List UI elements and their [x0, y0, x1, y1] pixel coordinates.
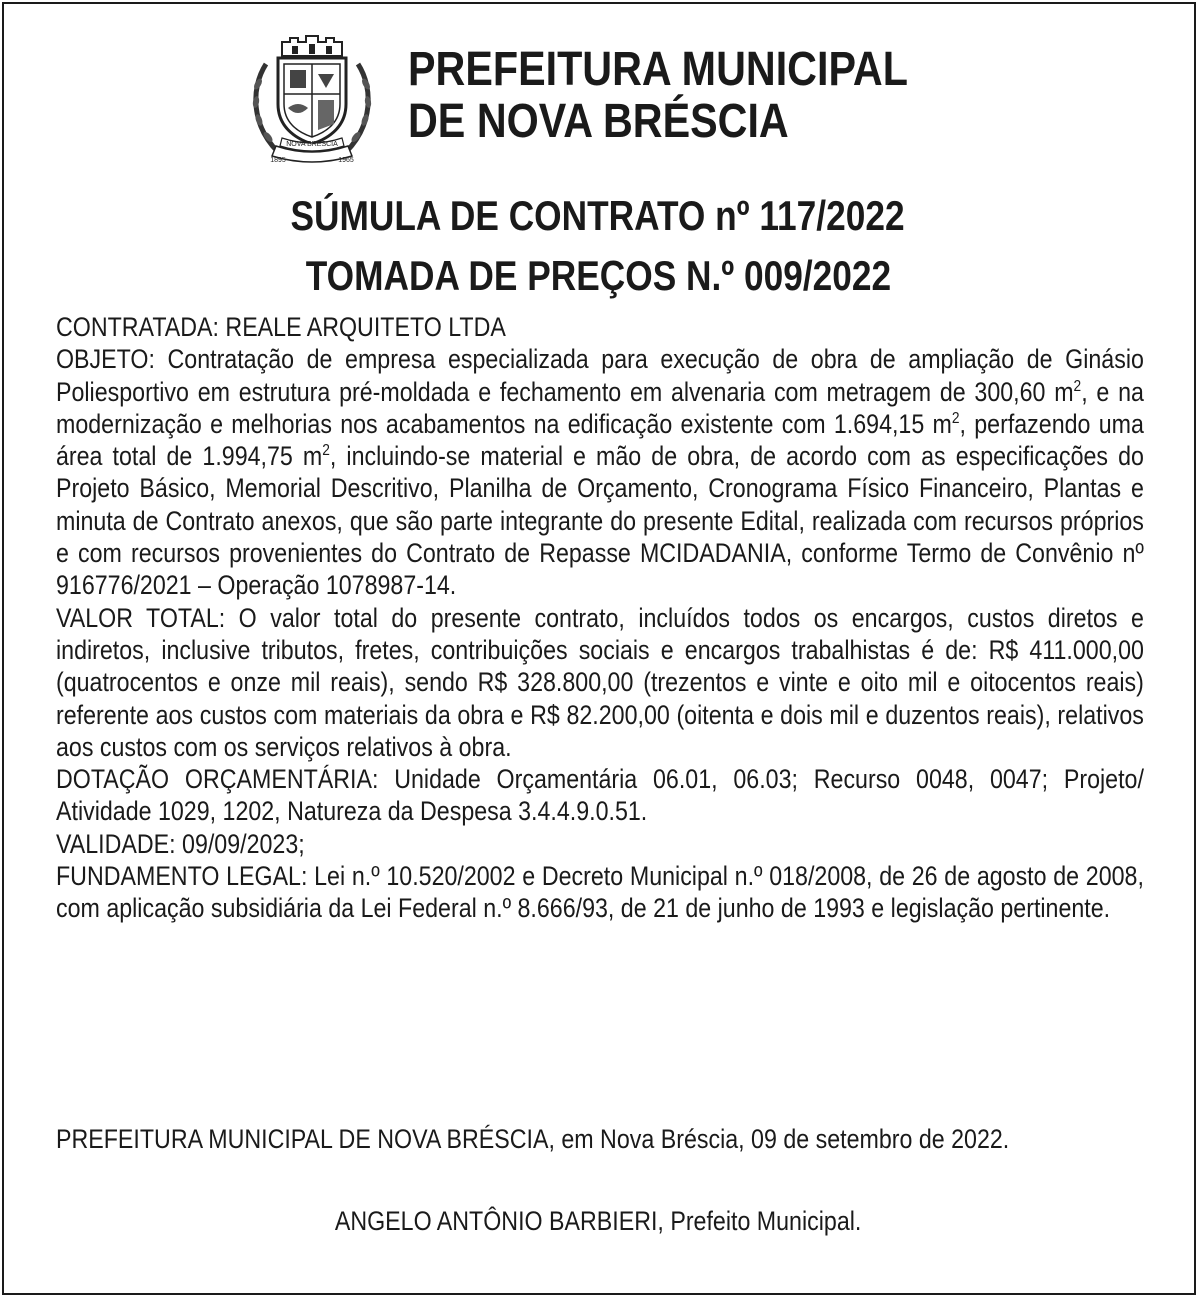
- organization-name-line1: PREFEITURA MUNICIPAL: [408, 43, 908, 96]
- document-subtitle: [0, 252, 1196, 300]
- signature-text: ANGELO ANTÔNIO BARBIERI, Prefeito Municipal.: [334, 1206, 862, 1236]
- municipal-crest-icon: [248, 34, 376, 166]
- objeto-text-1: OBJETO: Contratação de empresa especializada para execução de obra de ampliação de Ginásio Poliesportivo em estrutura pré-moldada e fechamento em alvenaria com metragem de 300,60 m: [56, 344, 1144, 407]
- superscript-2: 2: [951, 409, 960, 427]
- organization-name-line2: DE NOVA BRÉSCIA: [408, 95, 789, 148]
- dotacao-paragraph: DOTAÇÃO ORÇAMENTÁRIA: Unidade Orçamentária 06.01, 06.03; Recurso 0048, 0047; Projeto/ Atividade 1029, 1202, Natureza da Despesa 3.4.4.9.0.51.: [56, 764, 1144, 827]
- document-header: [248, 34, 1008, 174]
- organization-name: [408, 44, 908, 148]
- signature-line: [0, 1206, 1196, 1237]
- objeto-text-2: , e na modernização e melhorias nos acabamentos na edificação existente com 1.694,15 m: [56, 376, 1144, 439]
- superscript-2: 2: [1073, 377, 1082, 395]
- crest-year-left: 1895: [270, 157, 286, 164]
- document-body-content: [56, 311, 1144, 925]
- objeto-text-4: , incluindo-se material e mão de obra, de acordo com as especificações do Projeto Básico, Memorial Descritivo, Planilha de Orçamento, Cronograma Físico Financeiro, Plantas e minuta de Contrato anexos, que são parte integrante do presente Edital, realizada com recursos próprios e com recursos provenientes do Contrato de Repasse MCIDADANIA, conforme Termo de Convênio nº 916776/2021 – Operação 1078987-14.: [56, 441, 1144, 601]
- document-body: [56, 311, 1144, 925]
- objeto-paragraph: [56, 343, 1144, 601]
- crest-banner-text: NOVA BRESCIA: [286, 141, 338, 148]
- document-subtitle-text: TOMADA DE PREÇOS N.º 009/2022: [305, 252, 891, 299]
- crest-year-right: 1965: [338, 157, 354, 164]
- document-title: [0, 192, 1196, 240]
- fundamento-legal-paragraph: FUNDAMENTO LEGAL: Lei n.º 10.520/2002 e Decreto Municipal n.º 018/2008, de 26 de agosto de 2008, com aplicação subsidiária da Lei Federal n.º 8.666/93, de 21 de junho de 1993 e legislação pertinente.: [56, 861, 1144, 924]
- validade-paragraph: VALIDADE: 09/09/2023;: [56, 828, 305, 859]
- contratada-paragraph: CONTRATADA: REALE ARQUITETO LTDA: [56, 312, 506, 342]
- objeto-text-3: , perfazendo uma área total de 1.994,75 m: [56, 408, 1144, 472]
- closing-line: PREFEITURA MUNICIPAL DE NOVA BRÉSCIA, em Nova Bréscia, 09 de setembro de 2022.: [56, 1124, 1010, 1154]
- document-title-text: SÚMULA DE CONTRATO nº 117/2022: [290, 192, 906, 239]
- valor-total-paragraph: VALOR TOTAL: O valor total do presente contrato, incluídos todos os encargos, custos diretos e indiretos, inclusive tributos, fretes, contribuições sociais e encargos trabalhistas é de: R$ 411.000,00 (quatrocentos e onze mil reais), sendo R$ 328.800,00 (trezentos e vinte e oito mil e oitocentos reais) referente aos custos com materiais da obra e R$ 82.200,00 (oitenta e dois mil e duzentos reais), relativos aos custos com os serviços relativos à obra.: [56, 602, 1144, 762]
- superscript-2: 2: [322, 442, 330, 460]
